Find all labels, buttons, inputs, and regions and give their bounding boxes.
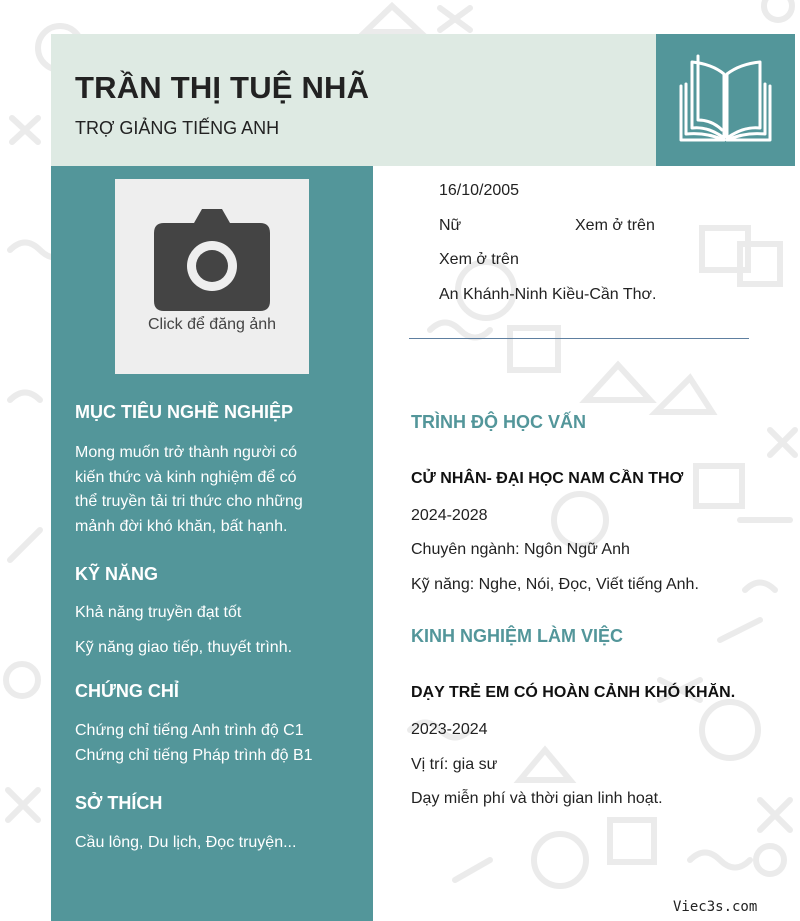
- skill-item: Khả năng truyền đạt tốt: [75, 604, 242, 621]
- candidate-name: TRẦN THỊ TUỆ NHÃ: [75, 70, 370, 105]
- education-period: 2024-2028: [411, 507, 488, 524]
- job-title: TRỢ GIẢNG TIẾNG ANH: [75, 118, 280, 138]
- certificates-heading: CHỨNG CHỈ: [75, 681, 179, 701]
- objective-line: kiến thức và kinh nghiệm để có: [75, 468, 297, 486]
- experience-description: Dạy miễn phí và thời gian linh hoạt.: [411, 790, 663, 807]
- gender: Nữ: [439, 217, 462, 234]
- objective-line: Mong muốn trở thành người có: [75, 444, 298, 461]
- certificate-item: Chứng chỉ tiếng Pháp trình độ B1: [75, 747, 313, 764]
- experience-org: DẠY TRẺ EM CÓ HOÀN CẢNH KHÓ KHĂN.: [411, 684, 736, 701]
- education-skills: Kỹ năng: Nghe, Nói, Đọc, Viết tiếng Anh.: [411, 576, 699, 593]
- sidebar: [51, 166, 373, 921]
- hobbies-heading: SỞ THÍCH: [75, 793, 163, 813]
- education-heading: TRÌNH ĐỘ HỌC VẤN: [411, 412, 586, 432]
- camera-icon: [154, 207, 270, 311]
- watermark: Viec3s.com: [673, 899, 758, 915]
- experience-period: 2023-2024: [411, 721, 488, 738]
- photo-caption: Click để đăng ảnh: [147, 316, 277, 333]
- photo-upload[interactable]: [115, 179, 309, 374]
- book-icon: [656, 34, 795, 166]
- email: Xem ở trên: [439, 251, 519, 268]
- address: An Khánh-Ninh Kiều-Cần Thơ.: [439, 286, 657, 303]
- birthdate: 16/10/2005: [439, 182, 520, 199]
- objective-line: thể truyền tải tri thức cho những: [75, 493, 303, 510]
- education-major: Chuyên ngành: Ngôn Ngữ Anh: [411, 541, 630, 558]
- objective-heading: MỤC TIÊU NGHỀ NGHIỆP: [75, 402, 294, 422]
- experience-position: Vị trí: gia sư: [411, 756, 498, 773]
- main-content: [373, 166, 800, 921]
- skill-item: Kỹ năng giao tiếp, thuyết trình.: [75, 639, 293, 656]
- phone: Xem ở trên: [575, 217, 655, 234]
- education-degree: CỬ NHÂN- ĐẠI HỌC NAM CẦN THƠ: [411, 470, 684, 487]
- skills-heading: KỸ NĂNG: [75, 564, 159, 584]
- experience-heading: KINH NGHIỆM LÀM VIỆC: [411, 626, 624, 646]
- objective-line: mảnh đời khó khăn, bất hạnh.: [75, 517, 288, 535]
- book-badge: [656, 34, 795, 166]
- section-divider: [409, 338, 749, 339]
- header: [51, 34, 656, 166]
- hobbies-text: Cầu lông, Du lịch, Đọc truyện...: [75, 834, 297, 851]
- certificate-item: Chứng chỉ tiếng Anh trình độ C1: [75, 722, 304, 739]
